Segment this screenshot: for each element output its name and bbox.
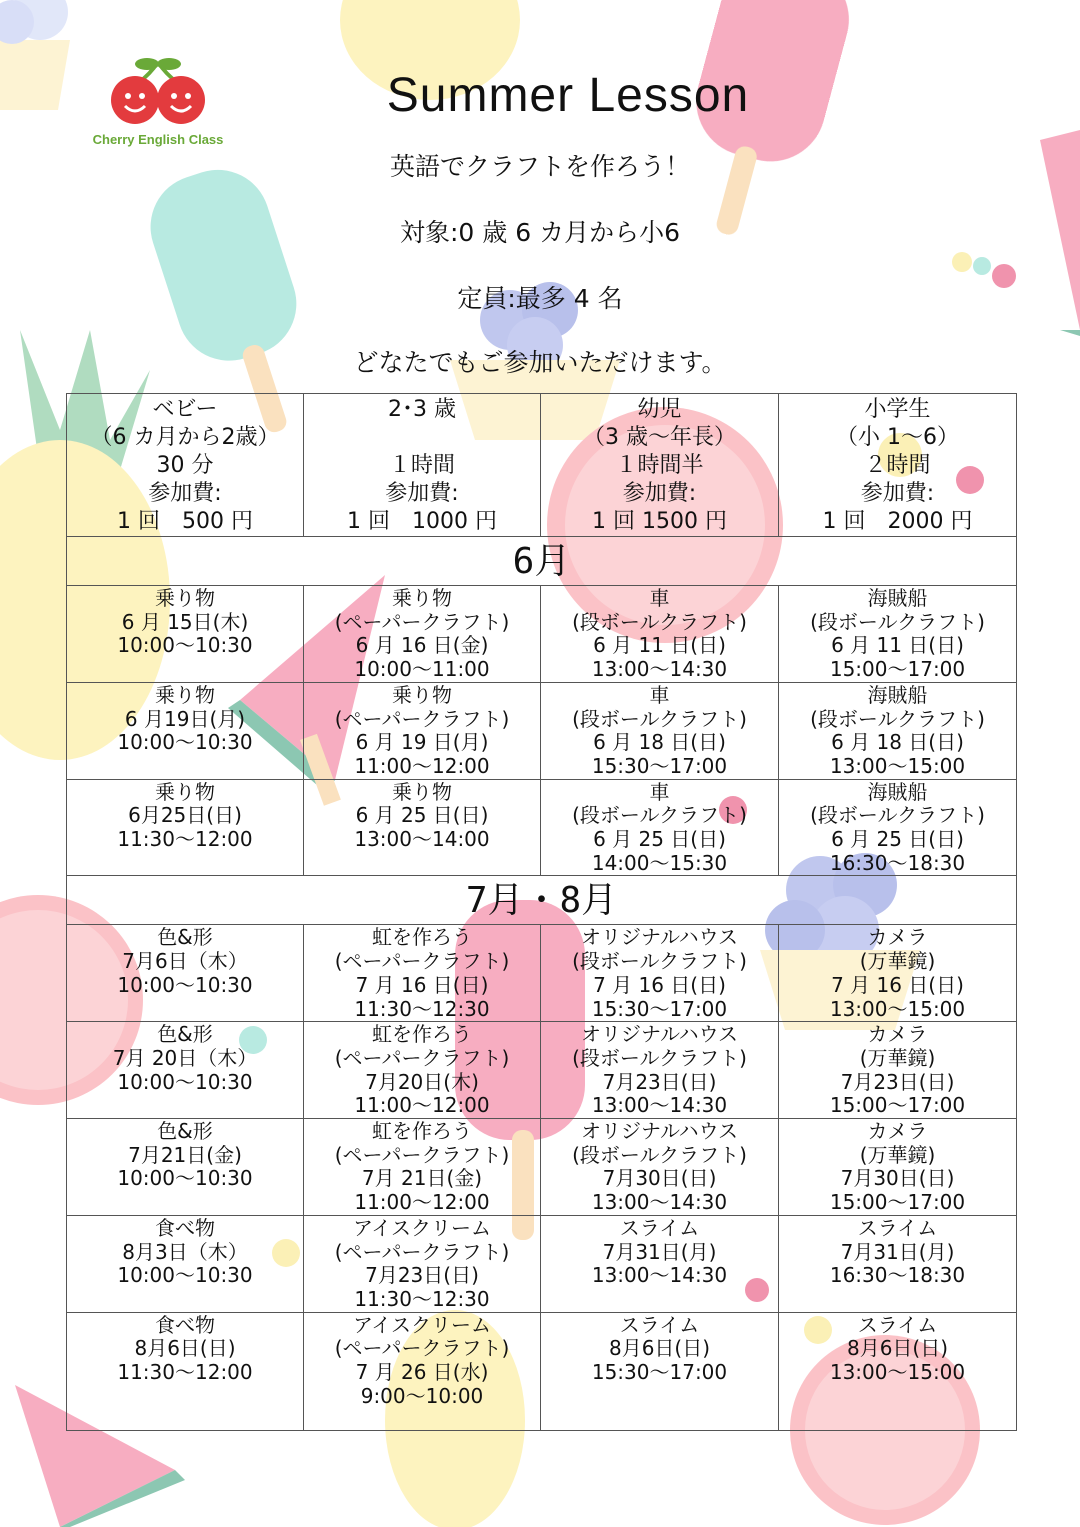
lesson-time: 11:30～12:30 (354, 1286, 490, 1311)
lesson-topic: 虹を作ろう (372, 925, 472, 950)
lesson-cell (304, 1215, 541, 1312)
lesson-time: 10:00～10:30 (117, 972, 253, 997)
lesson-date: 7 月 16 日(日) (355, 972, 489, 997)
lesson-time: 15:30～17:00 (591, 753, 728, 778)
lesson-cell (304, 925, 541, 1022)
course-cell (779, 394, 1017, 537)
lesson-time: 15:30～17:00 (591, 1360, 728, 1385)
lesson-detail: (ペーパークラフト) (334, 1336, 510, 1361)
lesson-date: 6 月19日(月) (124, 706, 246, 731)
lesson-time: 13:00～14:30 (591, 1263, 728, 1288)
course-duration: １時間半 (615, 453, 704, 478)
lesson-cell (67, 925, 304, 1022)
lesson-cell (67, 1312, 304, 1430)
lesson-detail: (段ボールクラフト) (810, 803, 985, 828)
lesson-cell (779, 1312, 1017, 1430)
lesson-time: 10:00～10:30 (117, 1069, 253, 1094)
lesson-topic: 車 (649, 682, 670, 707)
lesson-cell (541, 779, 779, 876)
table-row (67, 779, 1017, 876)
lesson-cell (67, 586, 304, 683)
capacity: 定員:最多 4 名 (457, 284, 623, 313)
lesson-topic: オリジナルハウス (581, 1022, 738, 1047)
course-name: 幼児 (637, 397, 682, 422)
lesson-time: 10:00～10:30 (117, 633, 253, 658)
lesson-cell (304, 586, 541, 683)
lesson-date: 6 月 25 日(日) (831, 827, 964, 852)
lesson-detail: (段ボールクラフト) (572, 1045, 747, 1070)
lesson-date: 8月6日(日) (846, 1336, 949, 1361)
lesson-time: 14:00～15:30 (591, 850, 728, 875)
lesson-topic: スライム (619, 1215, 700, 1240)
lesson-date: 7 月 26 日(水) (355, 1360, 489, 1385)
schedule-table (66, 393, 1017, 1431)
course-name: 小学生 (864, 397, 931, 422)
lesson-detail: (ペーパークラフト) (334, 609, 510, 634)
lesson-date: 7月23日(日) (602, 1069, 717, 1094)
lesson-cell (779, 682, 1017, 779)
lesson-cell (304, 779, 541, 876)
table-row (67, 1312, 1017, 1430)
lesson-date: 6 月 19 日(月) (355, 730, 489, 755)
lesson-time: 11:30～12:00 (117, 827, 253, 852)
lesson-detail: (万華鏡) (859, 949, 936, 974)
lesson-detail: (ペーパークラフト) (334, 1239, 510, 1264)
lesson-date: 6 月 25 日(日) (593, 827, 726, 852)
month-header-row (67, 537, 1017, 586)
course-fee: 1 回 1000 円 (347, 509, 497, 534)
course-age: （3 歳～年長） (583, 425, 736, 450)
lesson-cell (304, 1022, 541, 1119)
lesson-topic: 乗り物 (155, 682, 215, 707)
lesson-cell (67, 1022, 304, 1119)
lesson-date: 7月30日(日) (840, 1166, 955, 1191)
lesson-detail: (段ボールクラフト) (572, 949, 747, 974)
month-label: 7月・8月 (67, 876, 1017, 925)
course-cell (541, 394, 779, 537)
lesson-detail: (段ボールクラフト) (572, 706, 747, 731)
lesson-cell (779, 1022, 1017, 1119)
lesson-date: 8月6日(日) (608, 1336, 711, 1361)
lesson-topic: オリジナルハウス (581, 1119, 738, 1144)
course-fee-label: 参加費: (385, 481, 459, 506)
lesson-topic: カメラ (867, 1022, 928, 1047)
lesson-time: 11:00～12:00 (354, 1190, 490, 1215)
lesson-cell (304, 682, 541, 779)
lesson-date: 8月6日(日) (134, 1336, 236, 1361)
lesson-cell (541, 1022, 779, 1119)
lesson-date: 7月20日(木) (365, 1069, 479, 1094)
lesson-date: 6 月 18 日(日) (831, 730, 964, 755)
lesson-time: 13:00～14:00 (354, 827, 490, 852)
lesson-topic: 食べ物 (155, 1312, 215, 1337)
lesson-time: 10:00～10:30 (117, 730, 253, 755)
lesson-date: 8月3日（木） (122, 1239, 248, 1264)
lesson-time: 11:00～12:00 (354, 1093, 490, 1118)
lesson-topic: 虹を作ろう (372, 1022, 472, 1047)
page-title: Summer Lesson (386, 69, 750, 122)
lesson-time: 13:00～15:00 (829, 753, 966, 778)
lesson-topic: 色&形 (157, 1022, 213, 1047)
lesson-time: 15:00～17:00 (829, 1093, 966, 1118)
lesson-cell (779, 779, 1017, 876)
lesson-detail: (段ボールクラフト) (572, 1142, 747, 1167)
course-name: ベビー (152, 397, 218, 422)
lesson-topic: アイスクリーム (353, 1215, 491, 1240)
lesson-time: 15:30～17:00 (591, 996, 728, 1021)
lesson-date: 7月31日(月) (840, 1239, 955, 1264)
lesson-date: 7月23日(日) (365, 1263, 479, 1288)
logo-text: Cherry English Class (92, 132, 224, 147)
lesson-topic: 乗り物 (155, 779, 215, 804)
lesson-date: 6 月 11 日(日) (831, 633, 964, 658)
lesson-topic: 色&形 (157, 1119, 213, 1144)
lesson-topic: 色&形 (157, 925, 213, 950)
lesson-time: 11:30～12:30 (354, 996, 490, 1021)
lesson-date: 6 月 18 日(日) (593, 730, 726, 755)
course-cell (67, 394, 304, 537)
lesson-topic: スライム (857, 1312, 938, 1337)
lesson-detail: (段ボールクラフト) (810, 706, 985, 731)
course-cell (304, 394, 541, 537)
target-age: 対象:0 歳 6 カ月から小6 (400, 218, 680, 247)
lesson-date: 7月 21日(金) (361, 1166, 483, 1191)
lesson-cell (67, 779, 304, 876)
lesson-topic: 乗り物 (392, 682, 452, 707)
lesson-cell (541, 1215, 779, 1312)
lesson-cell (67, 682, 304, 779)
lesson-topic: 海賊船 (867, 682, 928, 707)
course-duration: ２時間 (864, 453, 931, 478)
lesson-detail: (段ボールクラフト) (810, 609, 985, 634)
lesson-cell (67, 1119, 304, 1216)
course-age (304, 424, 540, 452)
course-age: （小 1～6） (836, 425, 959, 450)
table-row (67, 586, 1017, 683)
table-row (67, 1022, 1017, 1119)
lesson-topic: カメラ (867, 1119, 928, 1144)
lesson-detail: (ペーパークラフト) (334, 949, 510, 974)
lesson-time: 15:00～17:00 (829, 657, 966, 682)
lesson-cell (304, 1119, 541, 1216)
lesson-topic: 車 (649, 779, 670, 804)
lesson-time: 11:00～12:00 (354, 753, 490, 778)
lesson-time: 13:00～14:30 (591, 1093, 728, 1118)
table-row (67, 1215, 1017, 1312)
lesson-time: 13:00～15:00 (829, 996, 966, 1021)
lesson-topic: スライム (857, 1215, 938, 1240)
course-header-row (67, 394, 1017, 537)
lesson-topic: 車 (649, 586, 670, 610)
course-duration: １時間 (388, 453, 455, 478)
table-row (67, 925, 1017, 1022)
lesson-date: 7月21日(金) (128, 1142, 242, 1167)
course-fee: 1 回 1500 円 (592, 509, 727, 534)
course-duration: 30 分 (156, 453, 214, 478)
lesson-date: 7 月 16 日(日) (593, 972, 726, 997)
lesson-time: 16:30～18:30 (829, 1263, 966, 1288)
lesson-time: 13:00～15:00 (829, 1360, 966, 1385)
lesson-time: 10:00～11:00 (354, 657, 490, 682)
lesson-topic: 乗り物 (392, 779, 452, 804)
lesson-detail: (万華鏡) (859, 1045, 936, 1070)
lesson-date: 7月30日(日) (602, 1166, 717, 1191)
lesson-cell (779, 925, 1017, 1022)
lesson-detail: (ペーパークラフト) (334, 1045, 510, 1070)
table-row (67, 682, 1017, 779)
lesson-cell (779, 586, 1017, 683)
lesson-topic: アイスクリーム (353, 1312, 491, 1337)
lesson-cell (304, 1312, 541, 1430)
lesson-cell (541, 1312, 779, 1430)
lesson-cell (779, 1215, 1017, 1312)
lesson-topic: 海賊船 (867, 586, 928, 610)
subtitle: 英語でクラフトを作ろう！ (389, 152, 690, 181)
lesson-detail: (段ボールクラフト) (572, 803, 747, 828)
lesson-cell (541, 925, 779, 1022)
lesson-cell (67, 1215, 304, 1312)
course-fee: 1 回 2000 円 (822, 509, 973, 534)
course-fee-label: 参加費: (148, 481, 222, 506)
lesson-topic: 海賊船 (867, 779, 928, 804)
course-age: （6 カ月から2歳） (90, 425, 280, 450)
lesson-date: 7月 20日（木） (112, 1045, 258, 1070)
lesson-cell (779, 1119, 1017, 1216)
lesson-cell (541, 586, 779, 683)
course-fee-label: 参加費: (622, 481, 697, 506)
lesson-date: 6 月 11 日(日) (593, 633, 726, 658)
lesson-time: 16:30～18:30 (829, 850, 966, 875)
lesson-time: 11:30～12:00 (117, 1360, 253, 1385)
lesson-date: 6 月 16 日(金) (355, 633, 489, 658)
welcome-note: どなたでもご参加いただけます。 (353, 348, 727, 377)
lesson-topic: 食べ物 (155, 1215, 215, 1240)
lesson-time: 10:00～10:30 (117, 1166, 253, 1191)
lesson-detail: (ペーパークラフト) (334, 706, 510, 731)
lesson-date: 6 月 15日(木) (121, 609, 249, 634)
lesson-date: 6月25日(日) (128, 803, 242, 828)
lesson-detail: (万華鏡) (859, 1142, 936, 1167)
lesson-time: 9:00～10:00 (360, 1383, 484, 1408)
lesson-topic: 虹を作ろう (372, 1119, 472, 1144)
course-name: 2･3 歳 (388, 397, 456, 422)
course-fee: 1 回 500 円 (117, 509, 253, 534)
lesson-time: 15:00～17:00 (829, 1190, 966, 1215)
month-label: 6月 (67, 537, 1017, 586)
lesson-time: 13:00～14:30 (591, 1190, 728, 1215)
lesson-date: 6 月 25 日(日) (355, 803, 489, 828)
course-fee-label: 参加費: (860, 481, 935, 506)
lesson-time: 10:00～10:30 (117, 1263, 253, 1288)
lesson-date: 7月31日(月) (602, 1239, 717, 1264)
lesson-cell (541, 682, 779, 779)
lesson-time: 13:00～14:30 (591, 657, 728, 682)
month-header-row (67, 876, 1017, 925)
lesson-detail: (段ボールクラフト) (572, 609, 747, 634)
lesson-topic: 乗り物 (155, 586, 215, 610)
lesson-topic: カメラ (867, 925, 928, 950)
table-row (67, 1119, 1017, 1216)
lesson-date: 7月6日（木） (122, 949, 248, 974)
lesson-detail: (ペーパークラフト) (334, 1142, 510, 1167)
lesson-date: 7月23日(日) (840, 1069, 955, 1094)
lesson-topic: 乗り物 (392, 586, 452, 610)
lesson-date: 7 月 16 日(日) (831, 972, 964, 997)
lesson-cell (541, 1119, 779, 1216)
lesson-topic: スライム (619, 1312, 700, 1337)
lesson-topic: オリジナルハウス (581, 925, 738, 950)
